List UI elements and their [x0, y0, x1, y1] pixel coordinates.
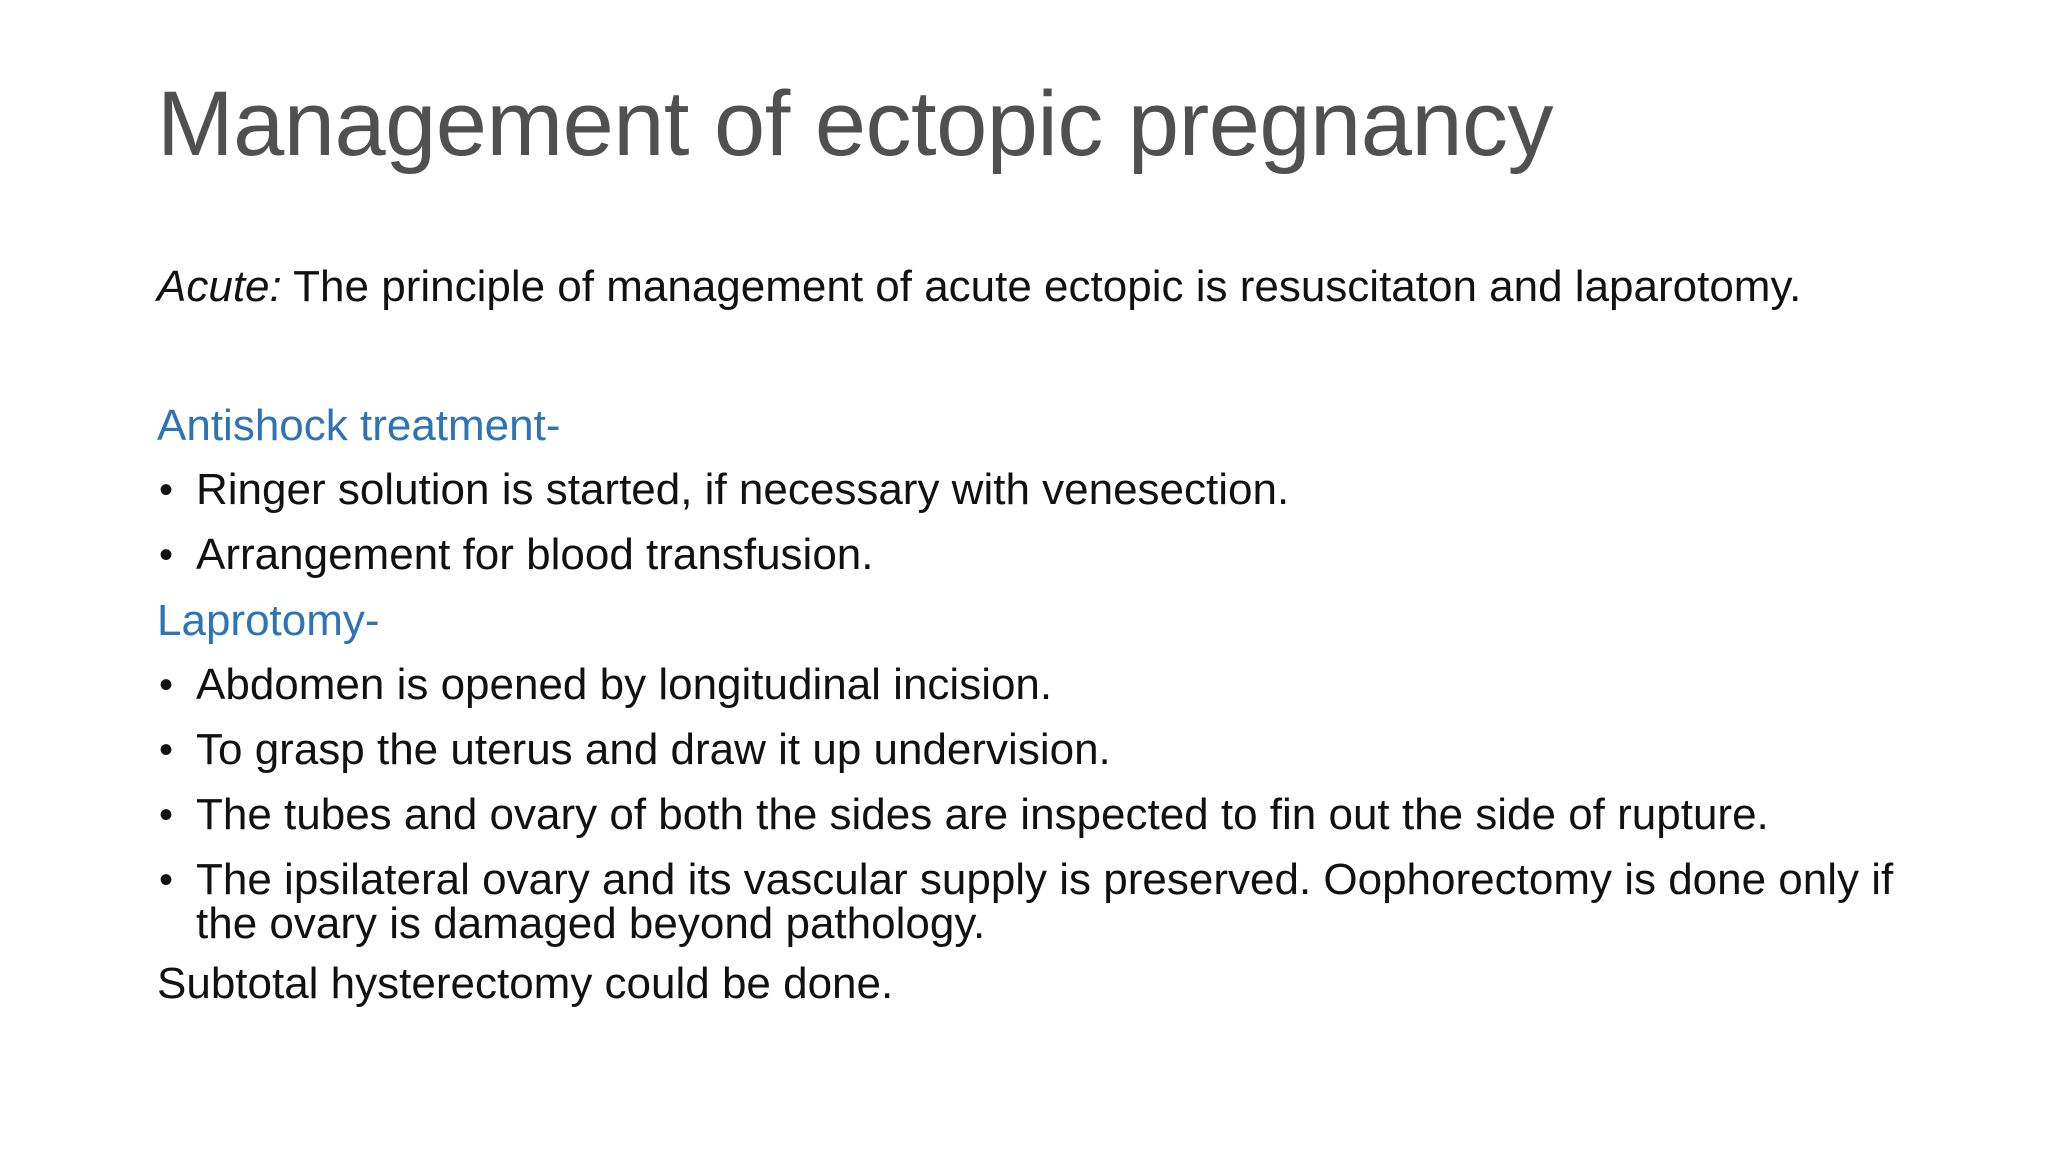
bullet-item	[157, 783, 1957, 848]
bullet-item	[157, 848, 1957, 952]
bullet-text: Ringer solution is started, if necessary with venesection.	[196, 465, 1290, 514]
bullet-dot: •	[159, 468, 174, 512]
bullet-item	[157, 718, 1957, 783]
intro-label: Acute:	[157, 262, 282, 311]
bullet-item	[157, 653, 1957, 718]
intro-paragraph	[157, 262, 1957, 311]
section-heading-laprotomy: Laprotomy-	[157, 596, 380, 645]
section-heading-antishock: Antishock treatment-	[157, 401, 561, 450]
bullet-text: To grasp the uterus and draw it up undervision.	[196, 725, 1111, 774]
bullet-text: Arrangement for blood transfusion.	[196, 530, 874, 579]
bullet-dot: •	[159, 793, 174, 837]
bullet-dot: •	[159, 858, 174, 902]
laprotomy-bullet-list	[157, 653, 1957, 952]
bullet-text: Abdomen is opened by longitudinal incision.	[196, 660, 1053, 709]
slide-content	[157, 262, 1957, 1008]
bullet-dot: •	[159, 663, 174, 707]
closing-line: Subtotal hysterectomy could be done.	[157, 959, 894, 1008]
bullet-item	[157, 523, 1957, 588]
bullet-dot: •	[159, 728, 174, 772]
slide-title: Management of ectopic pregnancy	[157, 73, 1554, 175]
bullet-item	[157, 458, 1957, 523]
spacer	[157, 309, 1957, 393]
bullet-dot: •	[159, 533, 174, 577]
bullet-text: The tubes and ovary of both the sides are inspected to fin out the side of rupture.	[196, 790, 1769, 839]
intro-text: The principle of management of acute ectopic is resuscitaton and laparotomy.	[281, 262, 1802, 311]
antishock-bullet-list	[157, 458, 1957, 588]
bullet-text: The ipsilateral ovary and its vascular supply is preserved. Oophorectomy is done only if the ovary is damaged beyond pathology.	[196, 855, 1894, 948]
